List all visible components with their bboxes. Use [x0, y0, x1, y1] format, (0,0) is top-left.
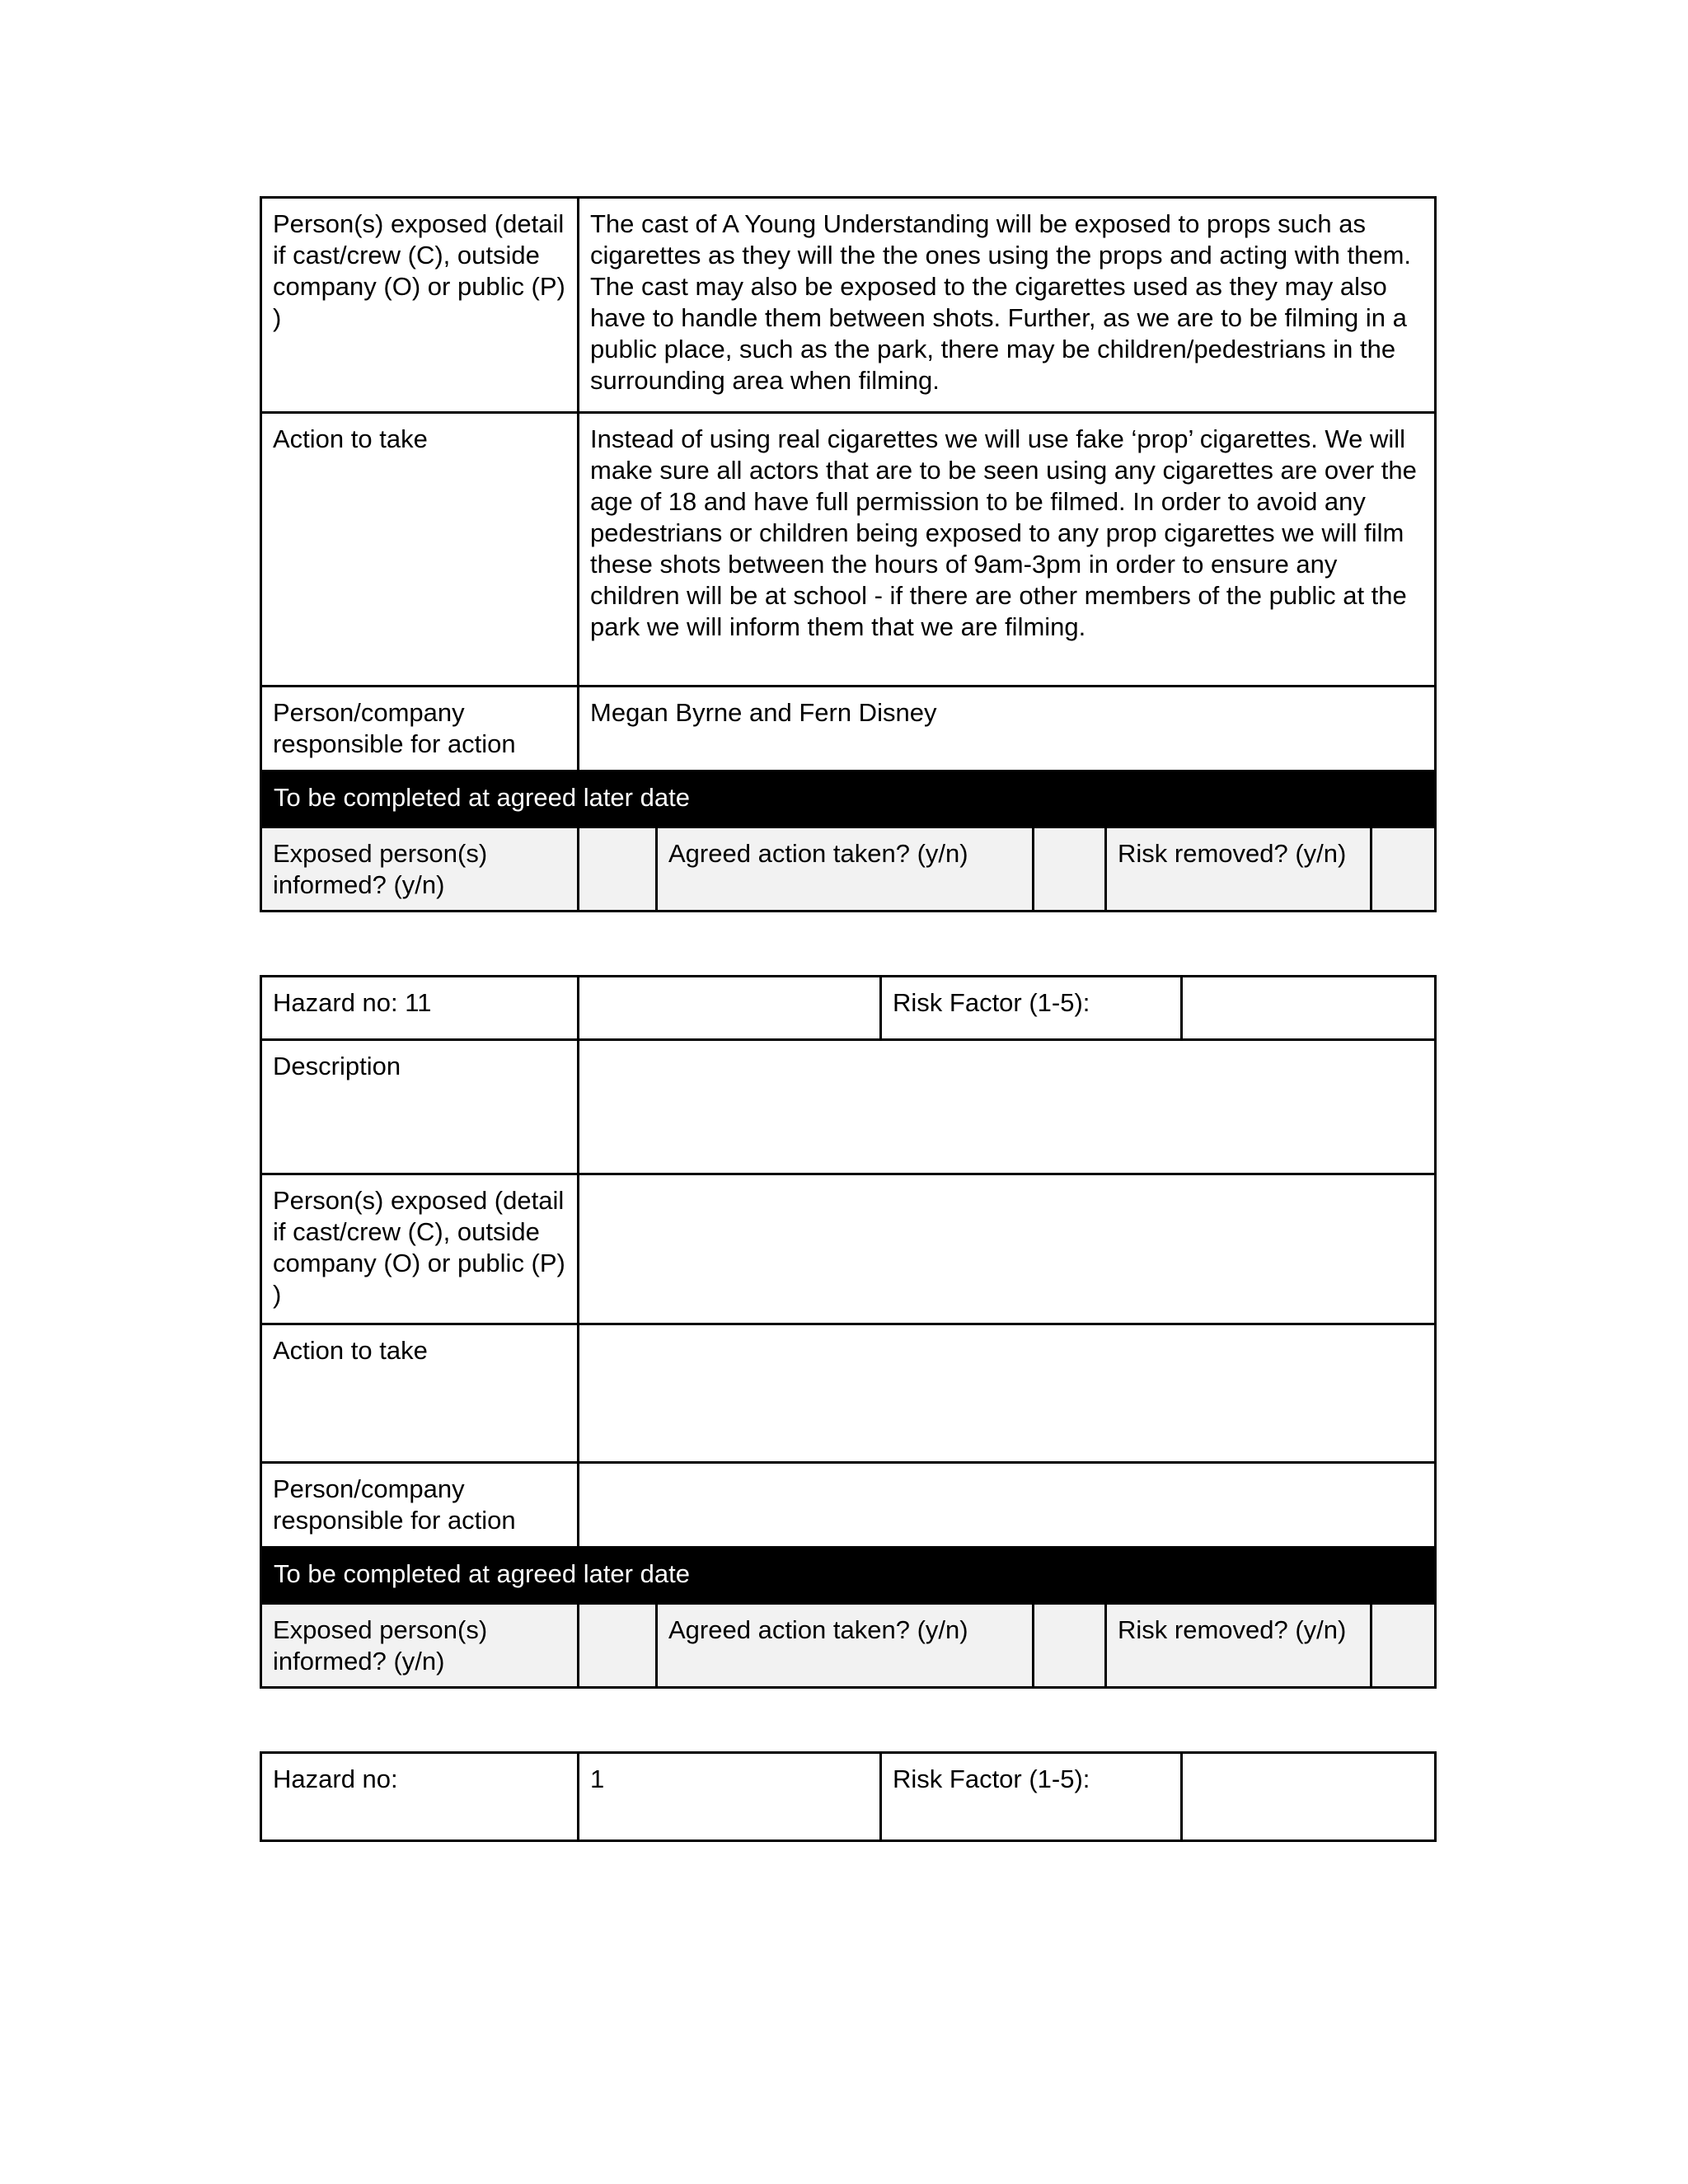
- persons-exposed-value[interactable]: The cast of A Young Understanding will be exposed to props such as cigarettes as they will the the ones using the props and acting with them. The cast may also be exposed to the cigarettes used as they may also have to handle them between shots. Further, as we are to be filming in a public place, such as the park, there may be children/pedestrians in the surrounding area when filming.: [577, 199, 1434, 411]
- action-value[interactable]: Instead of using real cigarettes we will use fake ‘prop’ cigarettes. We will make sure all actors that are to be seen using any cigarettes are over the age of 18 and have full permission to be filmed. In order to avoid any pedestrians or children being exposed to any prop cigarettes we will film these shots between the hours of 9am-3pm in order to ensure any children will be at school - if there are other members of the public at the park we will inform them that we are filming.: [577, 414, 1434, 685]
- hazard-no-label: Hazard no:: [273, 1765, 398, 1793]
- action-taken-label: Agreed action taken? (y/n): [655, 828, 1032, 910]
- description-value[interactable]: [577, 1041, 1434, 1173]
- later-date-bar: To be completed at agreed later date: [262, 770, 1434, 826]
- action-taken-value[interactable]: [1032, 828, 1104, 910]
- action-row: [262, 411, 1434, 685]
- persons-exposed-value[interactable]: [577, 1175, 1434, 1323]
- action-label: Action to take: [273, 1336, 428, 1365]
- risk-factor-label: Risk Factor (1-5):: [879, 977, 1180, 1038]
- responsible-row: [262, 1461, 1434, 1546]
- hazard-table-10: [260, 196, 1437, 912]
- responsible-label: Person/company responsible for action: [273, 1474, 516, 1535]
- description-row: [262, 1038, 1434, 1173]
- informed-label: Exposed person(s) informed? (y/n): [262, 1605, 577, 1686]
- responsible-label: Person/company responsible for action: [273, 698, 516, 758]
- responsible-value[interactable]: Megan Byrne and Fern Disney: [577, 687, 1434, 770]
- risk-removed-value[interactable]: [1370, 828, 1434, 910]
- action-taken-value[interactable]: [1032, 1605, 1104, 1686]
- action-value[interactable]: [577, 1325, 1434, 1461]
- risk-factor-label: Risk Factor (1-5):: [879, 1754, 1180, 1840]
- informed-value[interactable]: [577, 828, 655, 910]
- responsible-row: [262, 685, 1434, 770]
- persons-exposed-label: Person(s) exposed (detail if cast/crew (C), outside company (O) or public (P) ): [273, 209, 565, 332]
- hazard-no-label: Hazard no: 11: [273, 988, 432, 1017]
- later-date-bar: To be completed at agreed later date: [262, 1546, 1434, 1602]
- risk-removed-label: Risk removed? (y/n): [1104, 1605, 1370, 1686]
- description-label: Description: [273, 1052, 401, 1080]
- action-label: Action to take: [273, 424, 428, 453]
- hazard-no-value[interactable]: 1: [577, 1754, 879, 1840]
- informed-value[interactable]: [577, 1605, 655, 1686]
- hazard-header-row: [262, 977, 1434, 1038]
- persons-exposed-row: [262, 1173, 1434, 1323]
- responsible-value[interactable]: [577, 1464, 1434, 1546]
- hazard-header-row: [262, 1754, 1434, 1840]
- action-taken-label: Agreed action taken? (y/n): [655, 1605, 1032, 1686]
- informed-label: Exposed person(s) informed? (y/n): [262, 828, 577, 910]
- hazard-table-next: [260, 1751, 1437, 1842]
- followup-row: [262, 1602, 1434, 1686]
- hazard-no-value[interactable]: [577, 977, 879, 1038]
- risk-removed-value[interactable]: [1370, 1605, 1434, 1686]
- risk-factor-value[interactable]: [1180, 1754, 1434, 1840]
- persons-exposed-label: Person(s) exposed (detail if cast/crew (C), outside company (O) or public (P) ): [273, 1186, 565, 1309]
- risk-removed-label: Risk removed? (y/n): [1104, 828, 1370, 910]
- risk-factor-value[interactable]: [1180, 977, 1434, 1038]
- hazard-table-11: [260, 975, 1437, 1689]
- followup-row: [262, 826, 1434, 910]
- persons-exposed-row: [262, 199, 1434, 411]
- action-row: [262, 1323, 1434, 1461]
